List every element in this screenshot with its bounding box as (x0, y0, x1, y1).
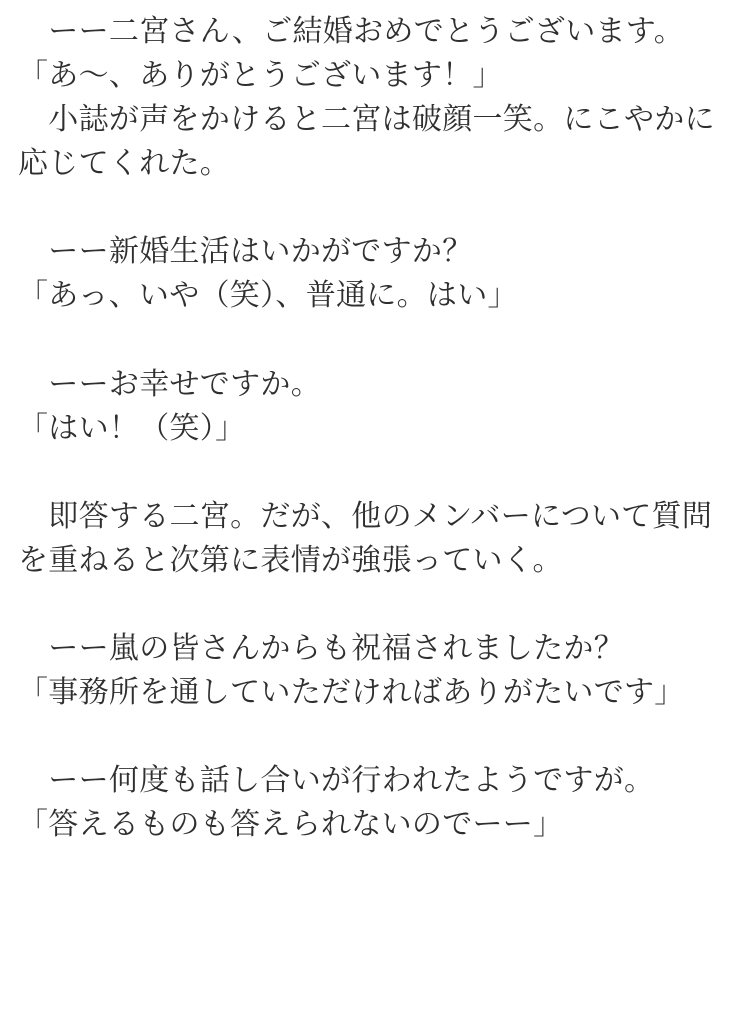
paragraph: 「あっ、いや（笑）、普通に。はい」 (18, 278, 518, 314)
paragraph: 「事務所を通していただければありがたいです」 (18, 675, 685, 711)
paragraph: 「答えるものも答えられないのでーー」 (18, 807, 564, 843)
paragraph-spacer (18, 583, 731, 627)
paragraph-spacer (18, 186, 731, 230)
paragraph: ーー嵐の皆さんからも祝福されましたか？ (18, 630, 624, 666)
paragraph: ーー何度も話し合いが行われたようですが。 (18, 763, 655, 799)
paragraph: ーー二宮さん、ご結婚おめでとうございます。 (18, 14, 684, 49)
paragraph: 小誌が声をかけると二宮は破顔一笑。にこやかに応じてくれた。 (18, 102, 715, 182)
paragraph: 即答する二宮。だが、他のメンバーについて質問を重ねると次第に表情が強張っていく。 (18, 498, 713, 578)
article-body (18, 10, 731, 847)
paragraph-spacer (18, 319, 731, 363)
paragraph-spacer (18, 451, 731, 495)
paragraph: ーー新婚生活はいかがですか？ (18, 234, 473, 270)
paragraph: 「あ〜、ありがとうございます！」 (18, 58, 503, 94)
paragraph-spacer (18, 715, 731, 759)
paragraph: ーーお幸せですか。 (18, 366, 321, 402)
paragraph: 「はい！（笑）」 (18, 410, 246, 446)
